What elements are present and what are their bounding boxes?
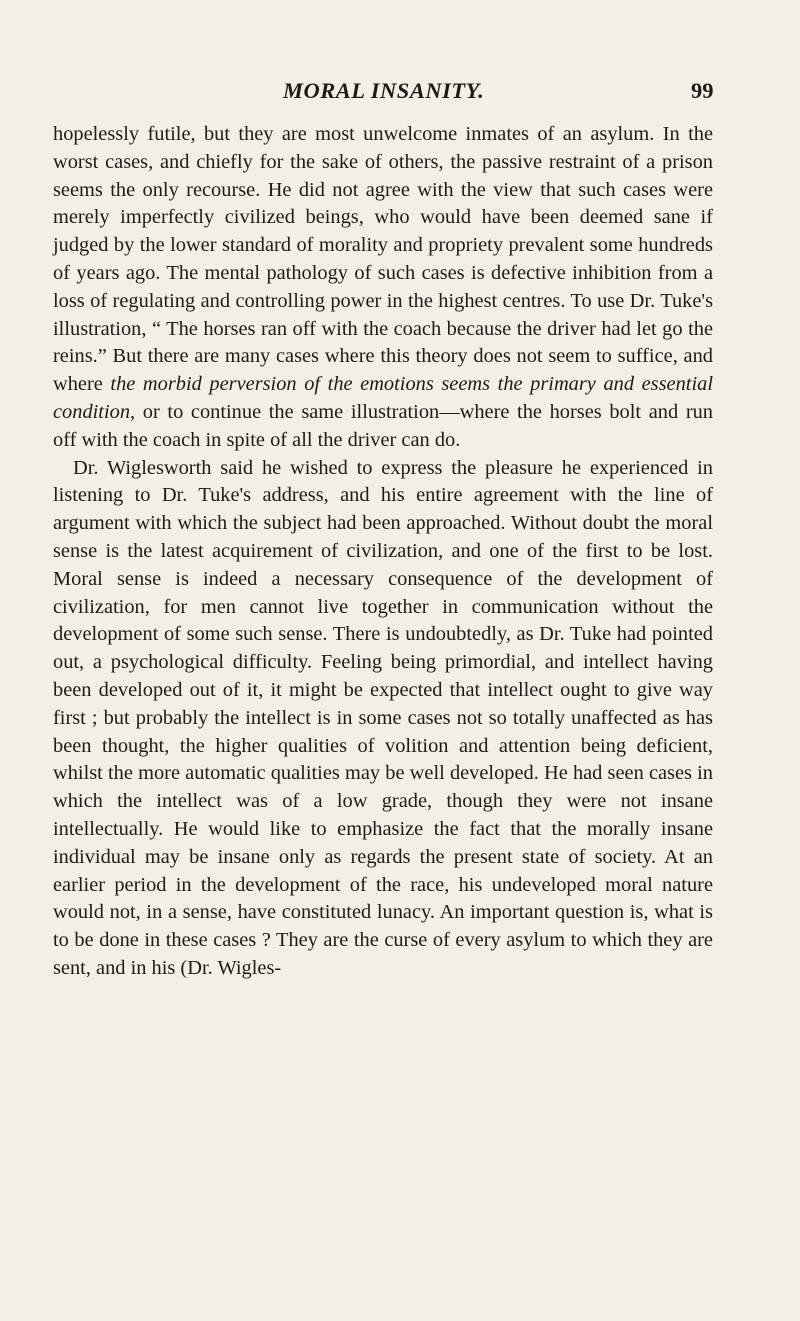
paragraph-1-text-after: , or to continue the same illustration—where the horses bolt and run off with the coach in spite of all the driver can do. bbox=[53, 400, 713, 451]
paragraph-1 bbox=[53, 121, 713, 455]
paragraph-1-text-before: hopelessly futile, but they are most unwelcome inmates of an asylum. In the worst cases, and chiefly for the sake of others, the passive restraint of a prison seems the only recourse. He did not agree with the view that such cases were merely imperfectly civilized beings, who would have been deemed sane if judged by the lower standard of morality and propriety prevalent some hundreds of years ago. The mental pathology of such cases is defective inhibition from a loss of regulating and controlling power in the highest centres. To use Dr. Tuke's illustration, “ The horses ran off with the coach because the driver had let go the reins.” But there are many cases where this theory does not seem to suffice, and where bbox=[53, 123, 713, 396]
running-header bbox=[0, 78, 800, 108]
body-text bbox=[53, 121, 713, 983]
running-title: MORAL INSANITY. bbox=[283, 78, 485, 103]
paragraph-2: Dr. Wiglesworth said he wished to express the pleasure he experienced in listening to Dr. Tuke's address, and his entire agreement with the line of argument with which the subject had been approached. Without doubt the moral sense is the latest acquirement of civilization, and one of the first to be lost. Moral sense is indeed a necessary consequence of the development of civilization, for men cannot live together in communication without the development of some such sense. There is undoubtedly, as Dr. Tuke had pointed out, a psychological difficulty. Feeling being primordial, and intellect having been developed out of it, it might be expected that intellect ought to give way first ; but probably the intellect is in some cases not so totally unaffected as has been thought, the higher qualities of volition and attention being deficient, whilst the more automatic qualities may be well developed. He had seen cases in which the intellect was of a low grade, though they were not insane intellectually. He would like to emphasize the fact that the morally insane individual may be insane only as regards the present state of society. At an earlier period in the development of the race, his undeveloped moral nature would not, in a sense, have constituted lunacy. An important question is, what is to be done in these cases ? They are the curse of every asylum to which they are sent, and in his (Dr. Wigles- bbox=[53, 456, 713, 979]
paragraph-1-emphasis: the morbid perversion of the emotions seems the primary and essential condition bbox=[53, 373, 713, 423]
page-number: 99 bbox=[691, 78, 714, 103]
